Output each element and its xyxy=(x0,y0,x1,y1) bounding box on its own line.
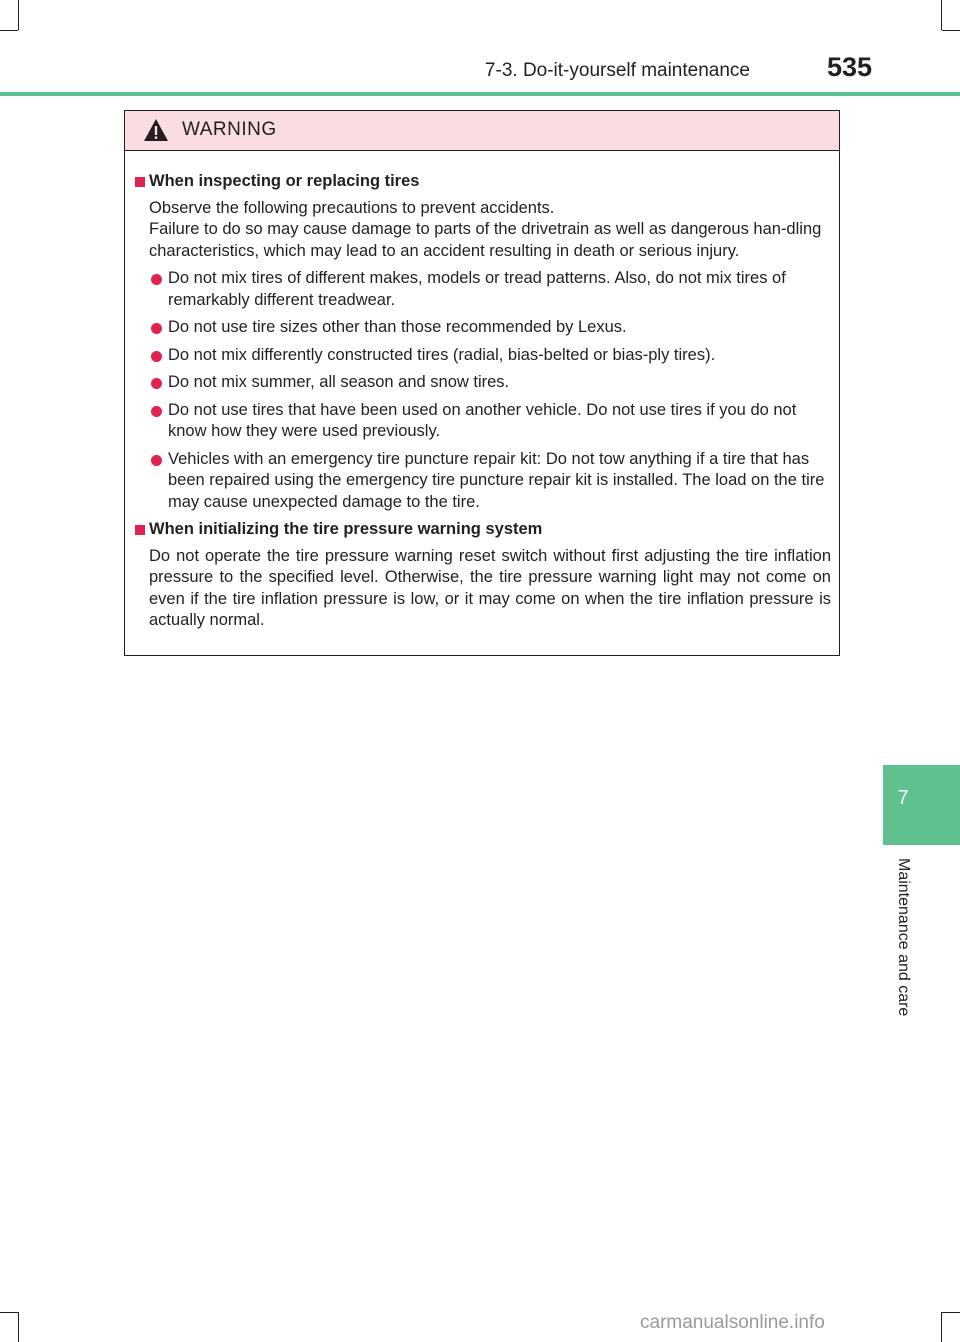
square-bullet-icon xyxy=(135,525,145,535)
list-item: Do not use tires that have been used on another vehicle. Do not use tires if you do not know how they were used previously. xyxy=(133,400,831,443)
chapter-tab xyxy=(883,765,960,845)
crop-mark xyxy=(942,1312,960,1313)
section-header: 7-3. Do-it-yourself maintenance xyxy=(484,60,750,81)
list-item: Vehicles with an emergency tire puncture repair kit: Do not tow anything if a tire that has been repaired using the emergency tire puncture repair kit is installed. The load on the tire may cause unexpected damage to the tire. xyxy=(133,449,831,514)
section-heading: When inspecting or replacing tires xyxy=(133,171,831,193)
intro-text: Observe the following precautions to prevent accidents. Failure to do so may cause damage to parts of the drivetrain as well as dangerous han-dling characteristics, which may lead to an accident resulting in death or serious injury. xyxy=(149,198,822,260)
crop-mark xyxy=(941,1312,942,1342)
chapter-number: 7 xyxy=(897,787,909,809)
round-bullet-icon xyxy=(151,378,162,389)
warning-box xyxy=(124,110,840,656)
header-divider xyxy=(0,92,960,96)
warning-body xyxy=(125,151,839,632)
crop-mark xyxy=(941,0,942,30)
crop-mark xyxy=(0,30,18,31)
round-bullet-icon xyxy=(151,351,162,362)
round-bullet-icon xyxy=(151,323,162,334)
crop-mark xyxy=(18,1312,19,1342)
round-bullet-icon xyxy=(151,455,162,466)
list-item: Do not mix summer, all season and snow tires. xyxy=(133,372,831,394)
list-item: Do not mix tires of different makes, models or tread patterns. Also, do not mix tires of remarkably different treadwear. xyxy=(133,268,831,311)
body-text: Do not operate the tire pressure warning reset switch without first adjusting the tire inflation pressure to the specified level. Otherwise, the tire pressure warning light may not come on even if the tire inflation pressure is low, or it may come on when the tire inflation pressure is actually normal. xyxy=(149,546,831,629)
warning-header xyxy=(125,111,839,151)
page-number: 535 xyxy=(826,52,872,82)
round-bullet-icon xyxy=(151,406,162,417)
round-bullet-icon xyxy=(151,274,162,285)
square-bullet-icon xyxy=(135,177,145,187)
watermark: carmanualsonline.info xyxy=(640,1312,825,1333)
crop-mark xyxy=(18,0,19,30)
section-heading: When initializing the tire pressure warning system xyxy=(133,519,831,541)
crop-mark xyxy=(942,30,960,31)
list-item: Do not mix differently constructed tires (radial, bias-belted or bias-ply tires). xyxy=(133,345,831,367)
crop-mark xyxy=(0,1312,18,1313)
warning-label: WARNING xyxy=(182,119,277,140)
warning-triangle-icon xyxy=(143,118,169,142)
chapter-title: Maintenance and care xyxy=(895,858,912,1017)
list-item: Do not use tire sizes other than those recommended by Lexus. xyxy=(133,317,831,339)
